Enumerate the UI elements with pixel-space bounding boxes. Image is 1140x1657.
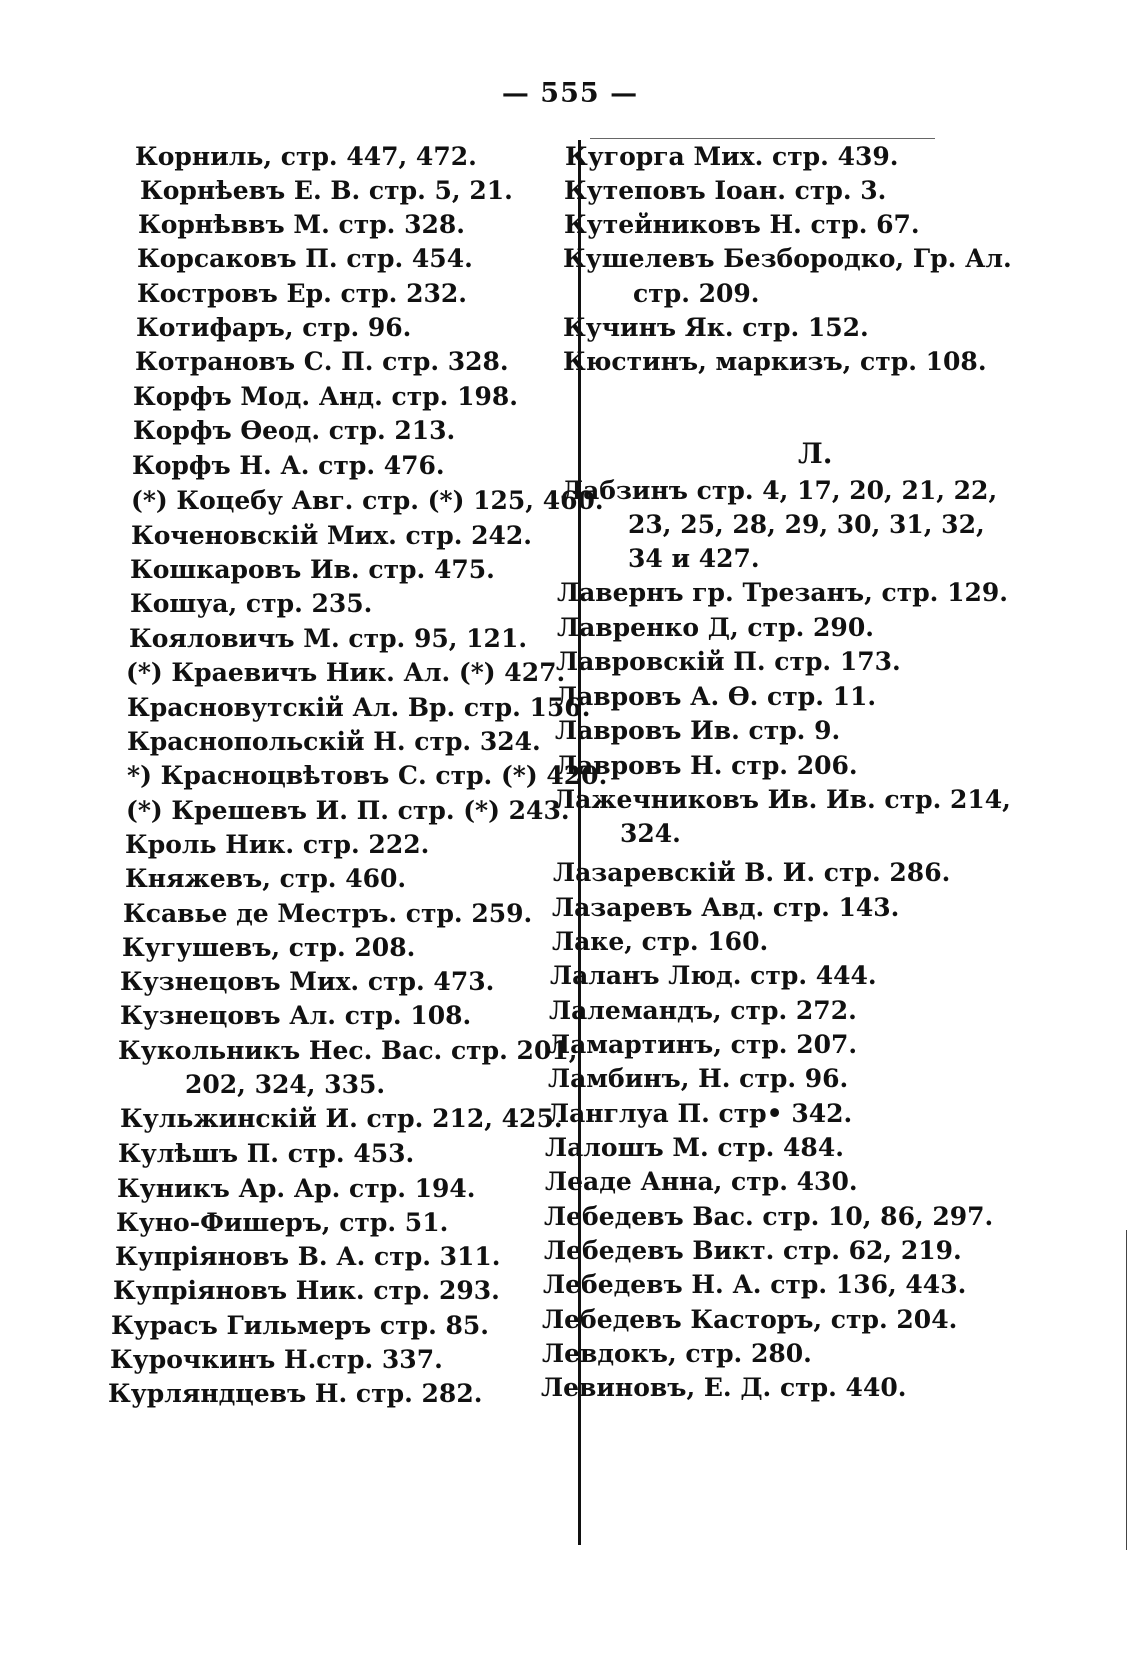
right-index-l-entry: Лажечниковъ Ив. Ив. стр. 214,	[553, 785, 1011, 814]
right-index-l-entry: Ламартинъ, стр. 207.	[548, 1030, 858, 1059]
right-index-l-entry: Лебедевъ Вас. стр. 10, 86, 297.	[544, 1202, 994, 1231]
right-index-l-entry: Левдокъ, стр. 280.	[542, 1339, 812, 1368]
right-index-entry: Кутеповъ Іоан. стр. 3.	[564, 176, 887, 205]
left-index-entry: Купріяновъ В. А. стр. 311.	[115, 1242, 501, 1271]
page-number: — 555 —	[501, 78, 639, 109]
right-index-l-entry: Ламбинъ, Н. стр. 96.	[548, 1064, 849, 1093]
right-index-l-entry: 34 и 427.	[628, 544, 760, 573]
right-index-l-entry: Лавровъ Ив. стр. 9.	[555, 716, 841, 745]
left-index-entry: Корфъ Мод. Анд. стр. 198.	[133, 382, 518, 411]
left-index-entry: Красновутскій Ал. Вр. стр. 156.	[127, 693, 591, 722]
right-index-l-entry: Лавровъ Н. стр. 206.	[555, 751, 858, 780]
left-index-entry: Котифаръ, стр. 96.	[136, 313, 412, 342]
left-index-entry: Кояловичъ М. стр. 95, 121.	[129, 624, 528, 653]
left-index-entry: Куникъ Ар. Ар. стр. 194.	[117, 1174, 476, 1203]
left-index-entry: Кузнецовъ Мих. стр. 473.	[120, 967, 495, 996]
right-index-l-entry: Леаде Анна, стр. 430.	[545, 1167, 858, 1196]
right-index-l-entry: 324.	[620, 819, 681, 848]
right-index-l-entry: Лабзинъ стр. 4, 17, 20, 21, 22,	[561, 476, 998, 505]
right-index-l-entry: Лебедевъ Викт. стр. 62, 219.	[544, 1236, 962, 1265]
left-index-entry: Кульжинскій И. стр. 212, 425.	[120, 1104, 563, 1133]
right-index-l-entry: Лаке, стр. 160.	[552, 927, 769, 956]
left-index-entry: Кугушевъ, стр. 208.	[122, 933, 416, 962]
right-index-entry: Кучинъ Як. стр. 152.	[563, 313, 869, 342]
left-index-entry: Кулѣшъ П. стр. 453.	[118, 1139, 415, 1168]
left-index-entry: Куно-Фишеръ, стр. 51.	[116, 1208, 449, 1237]
right-index-l-entry: Лазаревскій В. И. стр. 286.	[553, 858, 951, 887]
left-index-entry: Кошкаровъ Ив. стр. 475.	[130, 555, 495, 584]
left-index-entry: Курляндцевъ Н. стр. 282.	[108, 1379, 483, 1408]
left-index-entry: Кроль Ник. стр. 222.	[125, 830, 430, 859]
left-index-entry: Корфъ Н. А. стр. 476.	[132, 451, 445, 480]
right-index-entry: Кушелевъ Безбородко, Гр. Ал.	[563, 244, 1012, 273]
left-index-entry: Курасъ Гильмеръ стр. 85.	[111, 1311, 490, 1340]
left-index-entry: Краснопольскій Н. стр. 324.	[127, 727, 541, 756]
left-index-entry: Коченовскій Мих. стр. 242.	[131, 521, 533, 550]
right-index-entry: Кутейниковъ Н. стр. 67.	[564, 210, 920, 239]
left-index-entry: (*) Краевичъ Ник. Ал. (*) 427.	[126, 658, 566, 687]
left-index-entry: Корсаковъ П. стр. 454.	[137, 244, 473, 273]
left-index-entry: Корнѣввъ М. стр. 328.	[138, 210, 465, 239]
right-index-l-entry: Лавренко Д, стр. 290.	[557, 613, 874, 642]
right-index-l-entry: Лазаревъ Авд. стр. 143.	[552, 893, 900, 922]
left-index-entry: Кузнецовъ Ал. стр. 108.	[120, 1001, 472, 1030]
left-index-entry: (*) Коцебу Авг. стр. (*) 125, 460.	[131, 486, 604, 515]
right-index-l-entry: Лебедевъ Н. А. стр. 136, 443.	[543, 1270, 967, 1299]
left-index-entry: Ксавье де Местръ. стр. 259.	[123, 899, 533, 928]
left-index-entry: *) Красноцвѣтовъ С. стр. (*) 420.	[127, 761, 608, 790]
left-index-entry: Котрановъ С. П. стр. 328.	[135, 347, 509, 376]
left-index-entry: Купріяновъ Ник. стр. 293.	[113, 1276, 500, 1305]
left-index-entry: Кукольникъ Нес. Вас. стр. 201,	[118, 1036, 578, 1065]
right-index-l-entry: Лалошъ М. стр. 484.	[545, 1133, 844, 1162]
section-letter: Л.	[798, 437, 833, 470]
right-index-l-entry: Лавровскій П. стр. 173.	[556, 647, 901, 676]
right-index-l-entry: Ланглуа П. стр• 342.	[547, 1099, 853, 1128]
left-index-entry: (*) Крешевъ И. П. стр. (*) 243.	[126, 796, 570, 825]
left-index-entry: Корниль, стр. 447, 472.	[135, 142, 477, 171]
right-index-l-entry: Лебедевъ Касторъ, стр. 204.	[542, 1305, 958, 1334]
left-index-entry: Курочкинъ Н.стр. 337.	[110, 1345, 443, 1374]
left-index-entry: Корфъ Өеод. стр. 213.	[133, 416, 456, 445]
right-index-l-entry: Левиновъ, Е. Д. стр. 440.	[541, 1373, 907, 1402]
left-index-entry: Костровъ Ер. стр. 232.	[137, 279, 467, 308]
right-index-entry: стр. 209.	[633, 279, 760, 308]
right-index-l-entry: Лалемандъ, стр. 272.	[549, 996, 857, 1025]
left-index-entry: Княжевъ, стр. 460.	[125, 864, 407, 893]
left-index-entry: 202, 324, 335.	[185, 1070, 386, 1099]
right-index-entry: Кугорга Мих. стр. 439.	[565, 142, 899, 171]
right-index-l-entry: Лавровъ А. Ө. стр. 11.	[555, 682, 877, 711]
right-index-entry: Кюстинъ, маркизъ, стр. 108.	[563, 347, 987, 376]
right-index-l-entry: Лавернъ гр. Трезанъ, стр. 129.	[557, 578, 1008, 607]
right-index-l-entry: Лаланъ Люд. стр. 444.	[550, 961, 877, 990]
left-index-entry: Кошуа, стр. 235.	[130, 589, 373, 618]
left-index-entry: Корнѣевъ Е. В. стр. 5, 21.	[140, 176, 513, 205]
right-index-l-entry: 23, 25, 28, 29, 30, 31, 32,	[628, 510, 985, 539]
